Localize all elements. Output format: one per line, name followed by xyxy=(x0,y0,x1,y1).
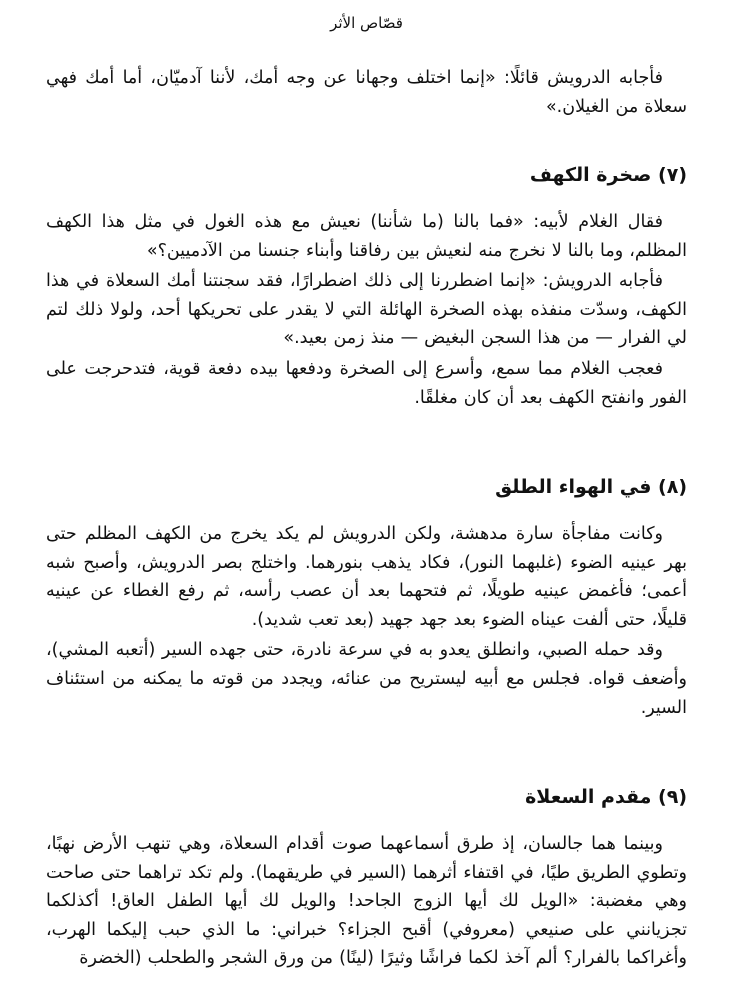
running-head: قصّاص الأثر xyxy=(330,14,403,32)
paragraph: فقال الغلام لأبيه: «فما بالنا (ما شأننا) نعيش مع هذه الغول في مثل هذا الكهف المظلم، وما بالنا لا نخرج منه لنعيش بين رفاقنا وأبناء جنسنا من الآدميين؟» xyxy=(46,212,687,261)
section-7 xyxy=(46,161,687,189)
paragraph: وقد حمله الصبي، وانطلق يعدو به في سرعة نادرة، حتى جهده السير (أتعبه المشي)، وأضعف قواه. فجلس مع أبيه ليستريح من عنائه، ويجدد من قوته ما يمكنه من استئناف السير. xyxy=(46,640,687,718)
section-7-body xyxy=(46,208,687,412)
intro-block xyxy=(46,64,687,121)
paragraph: فأجابه الدرويش: «إنما اضطررنا إلى ذلك اضطرارًا، فقد سجنتنا أمك السعلاة في هذا الكهف، وسدّت منفذه بهذه الصخرة الهائلة التي لا يقدر على تحريكها أحد، ولولا ذلك لتم لي الفرار — من هذا السجن البغيض — منذ زمن بعيد.» xyxy=(46,271,687,349)
section-heading: (٧) صخرة الكهف xyxy=(529,164,687,186)
section-9-body xyxy=(46,830,687,973)
section-heading: (٨) في الهواء الطلق xyxy=(495,476,687,498)
paragraph: وبينما هما جالسان، إذ طرق أسماعهما صوت أقدام السعلاة، وهي تنهب الأرض نهبًا، وتطوي الطريق طيًا، في اقتفاء أثرهما (السير في طريقهما). ولم تكد تراهما حتى صاحت وهي مغضبة: «الويل لك أيها الزوج الجاحد! والويل لك أيها الطفل العاق! أكذلكما تجزيانني على صنيعي (معروفي) أقبح الجزاء؟ خبراني: ما الذي حبب إليكما الهرب، وأغراكما بالفرار؟ ألم آخذ لكما فراشًا وثيرًا (لينًا) من ورق الشجر والطحلب (الخضرة xyxy=(46,834,687,969)
paragraph: فأجابه الدرويش قائلًا: «إنما اختلف وجهانا عن وجه أمك، لأننا آدميّان، أما أمك فهي سعلاة من الغيلان.» xyxy=(46,68,687,117)
section-8 xyxy=(46,473,687,501)
section-9 xyxy=(46,783,687,811)
section-heading: (٩) مقدم السعلاة xyxy=(525,786,687,808)
section-8-body xyxy=(46,520,687,722)
paragraph: فعجب الغلام مما سمع، وأسرع إلى الصخرة ودفعها بيده دفعة قوية، فتدحرجت على الفور وانفتح الكهف بعد أن كان مغلقًا. xyxy=(46,358,687,408)
paragraph: وكانت مفاجأة سارة مدهشة، ولكن الدرويش لم يكد يخرج من الكهف المظلم حتى بهر عينيه الضوء (غلبهما النور)، فكاد يذهب بنورهما. واختلج بصر الدرويش، وأصبح شبه أعمى؛ فأغمض عينيه طويلًا، ثم فتحهما بعد أن عصب رأسه، ثم رفع الغطاء عن عينيه قليلًا، حتى ألفت عيناه الضوء بعد جهد جهيد (بعد تعب شديد). xyxy=(46,524,687,630)
book-page xyxy=(46,0,687,1000)
